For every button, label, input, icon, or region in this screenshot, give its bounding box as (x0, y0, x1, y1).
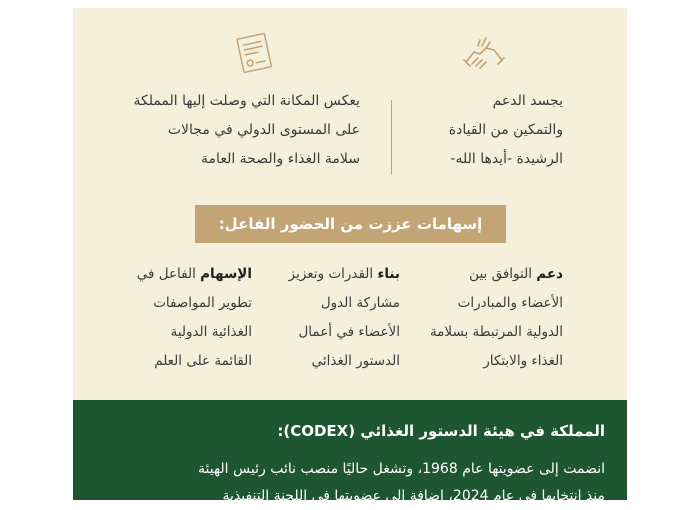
status-line: يعكس المكانة التي وصلت إليها المملكة (133, 93, 360, 109)
support-text (413, 87, 563, 174)
contribution-line (270, 260, 400, 289)
contribution-line: الدستور الغذائي (311, 353, 400, 369)
support-line: الرشيدة -أيدها الله- (450, 151, 563, 167)
contribution-line: الغذائية الدولية (170, 324, 252, 340)
contribution-line: الأعضاء في أعمال (298, 324, 400, 340)
codex-title: المملكة في هيئة الدستور الغذائي (CODEX): (277, 422, 605, 440)
contribution-lead: بناء (377, 266, 400, 282)
handshake-icon (462, 32, 506, 76)
certificate-icon (232, 30, 276, 78)
contribution-line: القائمة على العلم (154, 353, 252, 369)
codex-line: منذ انتخابها في عام 2024، إضافة إلى عضويتها في اللجنة التنفيذية (222, 488, 605, 504)
contribution-line: تطوير المواصفات (153, 295, 252, 311)
contribution-lead: دعم (536, 266, 563, 282)
codex-section (73, 400, 627, 504)
vertical-divider (391, 100, 392, 174)
contribution-rest: القدرات وتعزيز (288, 266, 374, 282)
contribution-line: الدولية المرتبطة بسلامة (429, 324, 563, 340)
support-line: يجسد الدعم (492, 93, 563, 109)
contribution-lead: الإسهام (200, 266, 252, 282)
contribution-rest: الفاعل في (136, 266, 196, 282)
codex-text (85, 456, 605, 510)
contribution-line: الغذاء والابتكار (483, 353, 563, 369)
status-text (120, 87, 360, 174)
codex-line: انضمت إلى عضويتها عام 1968، وتشغل حاليًا منصب نائب رئيس الهيئة (198, 461, 605, 477)
contributions-banner: إسهامات عززت من الحضور الفاعل: (195, 205, 506, 243)
contribution-line (127, 260, 252, 289)
contribution-line: مشاركة الدول (320, 295, 400, 311)
status-line: على المستوى الدولي في مجالات (167, 122, 360, 138)
contribution-line (413, 260, 563, 289)
contribution-capacity (270, 260, 400, 376)
contribution-support (413, 260, 563, 376)
contribution-rest: التوافق بين (469, 266, 532, 282)
status-line: سلامة الغذاء والصحة العامة (201, 151, 360, 167)
contribution-line: الأعضاء والمبادرات (457, 295, 563, 311)
support-line: والتمكين من القيادة (448, 122, 563, 138)
contribution-standards (127, 260, 252, 376)
